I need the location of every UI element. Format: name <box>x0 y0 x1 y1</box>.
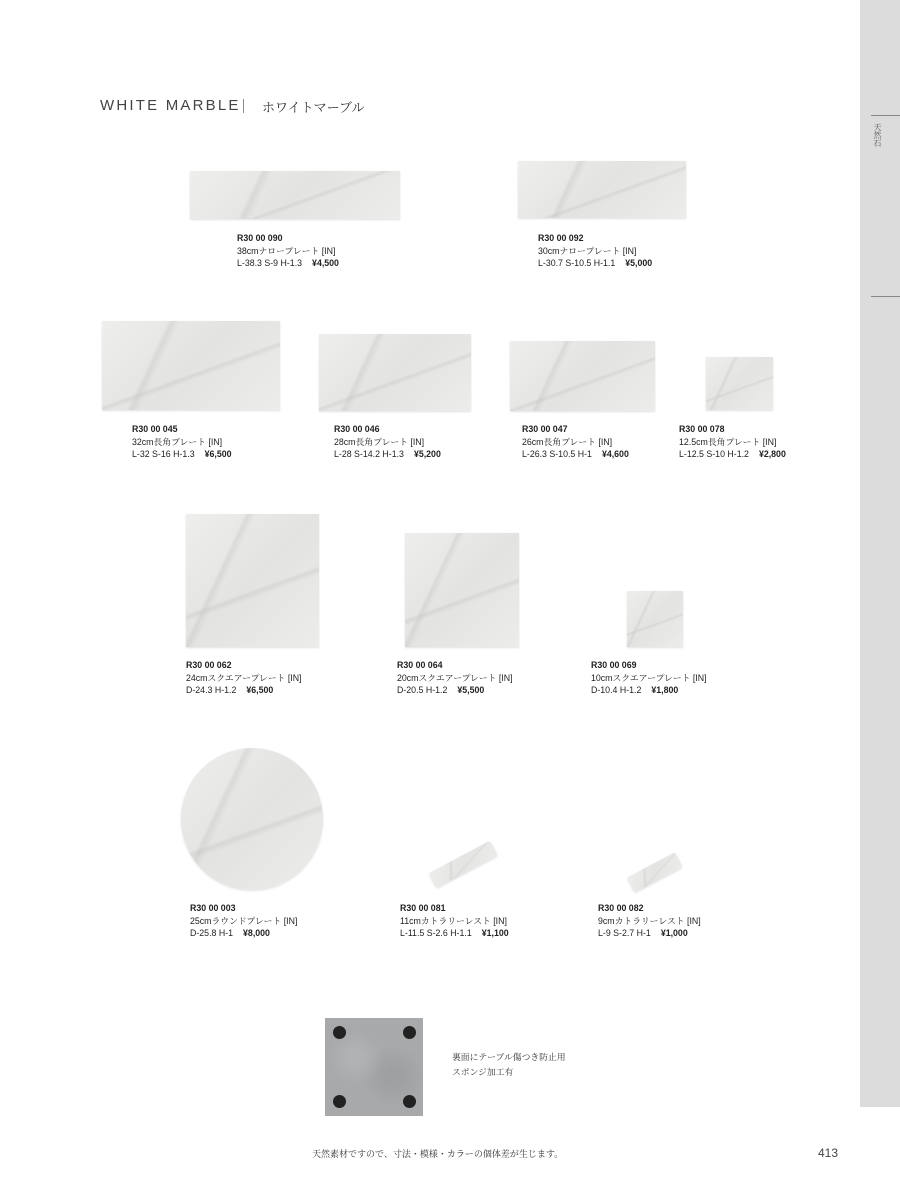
product-image-064 <box>405 533 519 647</box>
product-price: ¥4,500 <box>312 258 339 268</box>
footer-note: 天然素材ですので、寸法・模様・カラーの個体差が生じます。 <box>312 1149 564 1159</box>
sponge-pad <box>403 1026 416 1039</box>
product-size: L-30.7 S-10.5 H-1.1 <box>538 258 616 268</box>
product-image-069 <box>627 591 683 647</box>
product-spec-047 <box>522 423 629 461</box>
product-code: R30 00 047 <box>522 424 568 434</box>
back-side-note-line2: スポンジ加工有 <box>452 1067 514 1077</box>
product-spec-090 <box>237 232 339 270</box>
product-code: R30 00 078 <box>679 424 725 434</box>
product-name: 11cmカトラリーレスト [IN] <box>400 915 507 926</box>
product-spec-003 <box>190 902 297 940</box>
product-price: ¥6,500 <box>246 685 274 695</box>
product-size: L-26.3 S-10.5 H-1 <box>522 449 592 459</box>
product-spec-078 <box>679 423 786 461</box>
product-image-047 <box>510 341 655 411</box>
product-code: R30 00 062 <box>186 660 232 670</box>
page-number: 413 <box>818 1146 839 1160</box>
product-name: 28cm長角プレート [IN] <box>334 436 425 447</box>
product-name: 32cm長角プレート [IN] <box>132 436 223 447</box>
product-image-046 <box>319 334 471 411</box>
product-price: ¥1,100 <box>481 928 509 938</box>
back-side-image <box>325 1018 423 1116</box>
product-spec-069 <box>591 659 707 697</box>
product-price: ¥8,000 <box>243 928 270 938</box>
product-size: L-9 S-2.7 H-1 <box>598 928 651 938</box>
sponge-pad <box>403 1095 416 1108</box>
index-tab-line-bottom <box>871 296 900 297</box>
product-name: 10cmスクエアープレート [IN] <box>591 672 707 683</box>
product-image-090 <box>190 171 400 219</box>
product-name: 24cmスクエアープレート [IN] <box>186 672 302 683</box>
product-price: ¥4,600 <box>601 449 629 459</box>
product-spec-062 <box>186 659 302 697</box>
product-name: 38cmナロープレート [IN] <box>237 245 336 256</box>
product-spec-046 <box>334 423 441 461</box>
product-code: R30 00 064 <box>397 660 443 670</box>
product-price: ¥2,800 <box>758 449 786 459</box>
title-divider <box>243 99 244 113</box>
back-side-note-line1: 裏面にテーブル傷つき防止用 <box>452 1052 566 1062</box>
product-price: ¥1,800 <box>651 685 679 695</box>
product-spec-064 <box>397 659 513 697</box>
product-name: 26cm長角プレート [IN] <box>522 436 613 447</box>
product-name: 25cmラウンドプレート [IN] <box>190 915 298 926</box>
product-code: R30 00 046 <box>334 424 380 434</box>
product-code: R30 00 092 <box>538 233 584 243</box>
product-name: 20cmスクエアープレート [IN] <box>397 672 513 683</box>
product-name: 9cmカトラリーレスト [IN] <box>598 915 701 926</box>
product-size: D-25.8 H-1 <box>190 928 234 938</box>
product-image-081 <box>428 841 498 889</box>
product-code: R30 00 090 <box>237 233 283 243</box>
index-tab-line-top <box>871 115 900 116</box>
product-price: ¥1,000 <box>660 928 688 938</box>
product-image-003 <box>181 748 323 890</box>
product-image-092 <box>518 161 686 218</box>
product-size: L-32 S-16 H-1.3 <box>132 449 195 459</box>
product-image-078 <box>706 357 773 410</box>
index-tab-label: 天然石 <box>873 123 882 147</box>
product-code: R30 00 081 <box>400 903 446 913</box>
product-size: L-38.3 S-9 H-1.3 <box>237 258 303 268</box>
section-title: WHITE MARBLE <box>100 97 241 114</box>
product-price: ¥5,200 <box>413 449 441 459</box>
product-spec-081 <box>400 902 509 940</box>
product-size: D-10.4 H-1.2 <box>591 685 642 695</box>
product-spec-045 <box>132 423 232 461</box>
product-image-082 <box>626 852 683 893</box>
product-name: 30cmナロープレート [IN] <box>538 245 637 256</box>
product-image-062 <box>186 514 319 647</box>
product-image-045 <box>102 321 280 410</box>
back-side-note <box>452 1050 566 1080</box>
product-size: L-11.5 S-2.6 H-1.1 <box>400 928 472 938</box>
index-tab <box>860 0 900 1107</box>
product-size: D-20.5 H-1.2 <box>397 685 448 695</box>
product-spec-092 <box>538 232 652 270</box>
product-code: R30 00 045 <box>132 424 178 434</box>
product-price: ¥5,000 <box>625 258 653 268</box>
product-code: R30 00 082 <box>598 903 644 913</box>
product-name: 12.5cm長角プレート [IN] <box>679 436 777 447</box>
sponge-pad <box>333 1026 346 1039</box>
product-size: D-24.3 H-1.2 <box>186 685 237 695</box>
product-size: L-28 S-14.2 H-1.3 <box>334 449 404 459</box>
product-code: R30 00 003 <box>190 903 236 913</box>
product-size: L-12.5 S-10 H-1.2 <box>679 449 749 459</box>
product-code: R30 00 069 <box>591 660 637 670</box>
product-price: ¥5,500 <box>457 685 485 695</box>
sponge-pad <box>333 1095 346 1108</box>
section-title-jp: ホワイトマーブル <box>262 100 365 115</box>
product-price: ¥6,500 <box>204 449 232 459</box>
product-spec-082 <box>598 902 701 940</box>
